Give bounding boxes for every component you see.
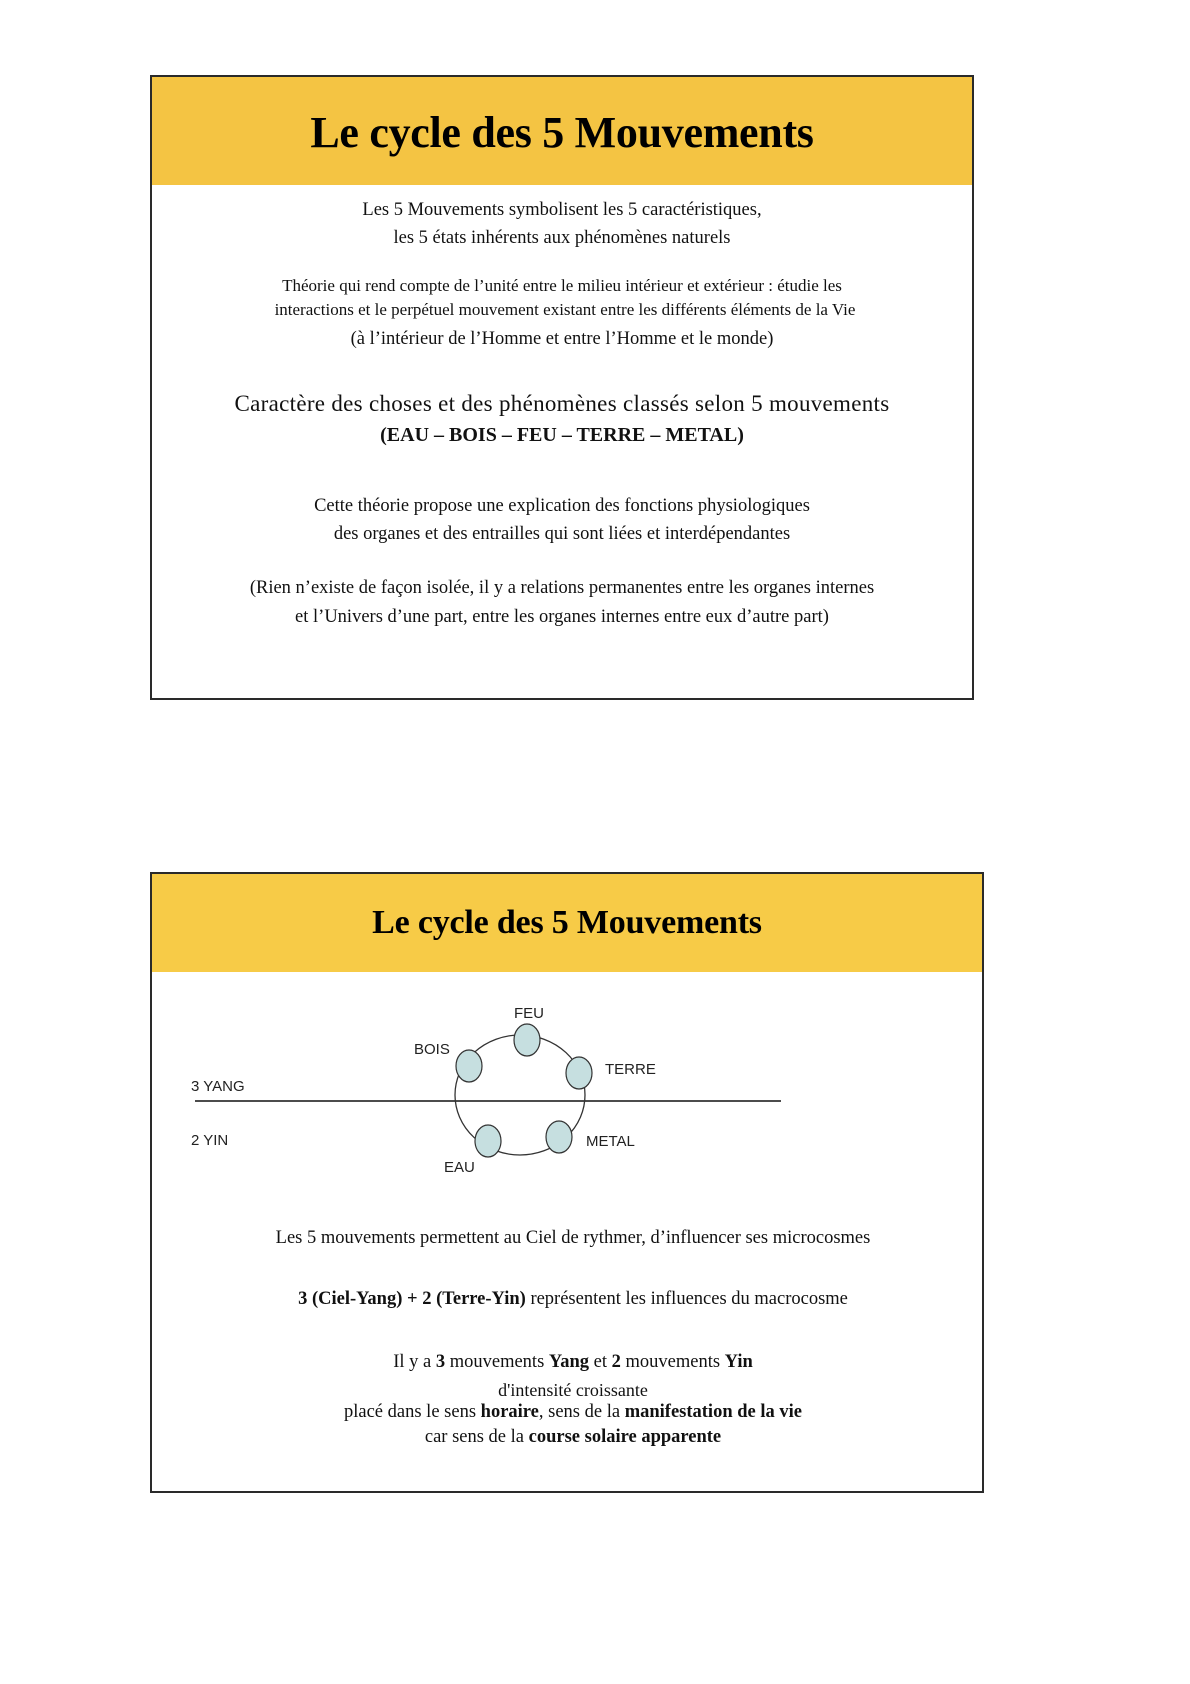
bois-node [456, 1050, 482, 1082]
yang-label: 3 YANG [191, 1078, 245, 1095]
eau-label: EAU [444, 1159, 475, 1176]
direction-line: placé dans le sens horaire, sens de la manifestation de la vie [344, 1402, 802, 1422]
bois-label: BOIS [414, 1041, 450, 1058]
metal-node [546, 1121, 572, 1153]
solar-course-line: car sens de la course solaire apparente [424, 1427, 722, 1447]
slide-1-header [152, 77, 972, 185]
note-line-2: et l’Univers d’une part, entre les organes internes entre eux d’autre part) [295, 607, 829, 627]
slide-2-title: Le cycle des 5 Mouvements [372, 904, 762, 941]
theory-line-3: (à l’intérieur de l’Homme et entre l’Homme et le monde) [350, 329, 774, 349]
elements-list: (EAU – BOIS – FEU – TERRE – METAL) [380, 424, 744, 446]
theory-line-2: interactions et le perpétuel mouvement existant entre les différents éléments de la Vie [274, 300, 856, 319]
physiology-line-2: des organes et des entrailles qui sont liées et interdépendantes [333, 524, 791, 544]
physiology-line-1: Cette théorie propose une explication des fonctions physiologiques [314, 496, 810, 516]
character-line: Caractère des choses et des phénomènes classés selon 5 mouvements [234, 391, 890, 416]
intensity-line: d'intensité croissante [498, 1380, 648, 1400]
slide-1-title: Le cycle des 5 Mouvements [310, 108, 814, 157]
metal-label: METAL [586, 1133, 635, 1150]
intro-line-2: les 5 états inhérents aux phénomènes naturels [393, 228, 731, 248]
theory-line-1: Théorie qui rend compte de l’unité entre le milieu intérieur et extérieur : étudie les [282, 276, 842, 295]
terre-node [566, 1057, 592, 1089]
macrocosm-line: 3 (Ciel-Yang) + 2 (Terre-Yin) représentent les influences du macrocosme [298, 1289, 848, 1309]
slide-1 [150, 75, 974, 700]
rhythm-line: Les 5 mouvements permettent au Ciel de rythmer, d’influencer ses microcosmes [275, 1228, 871, 1248]
feu-label: FEU [514, 1005, 544, 1022]
eau-node [475, 1125, 501, 1157]
slide-2 [150, 872, 984, 1493]
yang-yin-count-line: Il y a 3 mouvements Yang et 2 mouvements Yin [393, 1352, 753, 1372]
note-line-1: (Rien n’existe de façon isolée, il y a relations permanentes entre les organes internes [249, 578, 875, 598]
yin-label: 2 YIN [191, 1132, 229, 1149]
intro-line-1: Les 5 Mouvements symbolisent les 5 caractéristiques, [362, 200, 762, 220]
feu-node [514, 1024, 540, 1056]
terre-label: TERRE [605, 1061, 656, 1078]
